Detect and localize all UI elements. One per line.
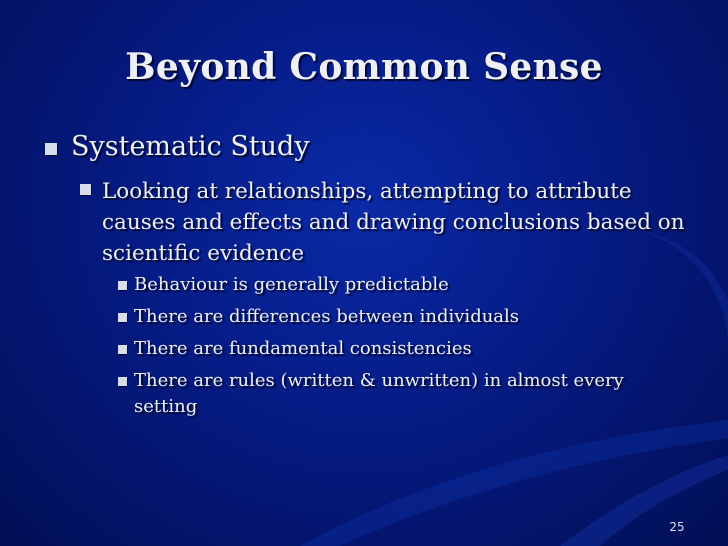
bullet-level3-icon	[118, 345, 127, 354]
bullet-level2-icon	[80, 184, 91, 195]
bullet-level3-text: There are fundamental consistencies	[134, 338, 472, 359]
bullet-level2-text: Looking at relationships, attempting to attribute causes and effects and drawing conclusions based on scientific evidence	[102, 179, 685, 266]
bullet-level3-icon	[118, 281, 127, 290]
bullet-level3-icon	[118, 377, 127, 386]
bullet-level3-text: There are rules (written & unwritten) in almost every setting	[134, 370, 624, 417]
bullet-level3-icon	[118, 313, 127, 322]
bullet-level3-text: There are differences between individuals	[134, 306, 520, 327]
bullet-level1-text: Systematic Study	[71, 131, 310, 162]
bullet-level1-icon	[45, 143, 57, 155]
bullet-level3-text: Behaviour is generally predictable	[134, 274, 449, 295]
slide-title: Beyond Common Sense	[125, 46, 603, 88]
page-number: 25	[669, 520, 685, 534]
